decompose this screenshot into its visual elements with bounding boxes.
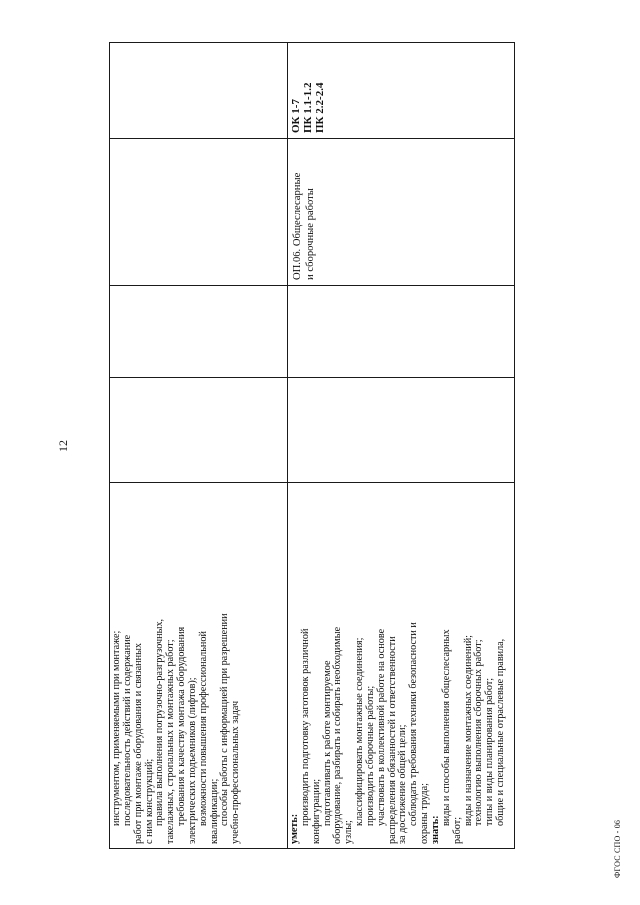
text-line: соблюдать требования техники безопасности и [408, 622, 420, 826]
column-divider-3 [109, 377, 515, 378]
text-line: производить подготовку заготовок различной [299, 628, 311, 826]
text-line: виды и способы выполнения общеслесарных [440, 629, 452, 826]
discipline-name [291, 144, 318, 280]
table-border-right [514, 42, 515, 849]
table-border-left [109, 42, 110, 849]
text-line: инструментом, применяемыми при монтаже; [111, 630, 122, 826]
column-divider-4 [109, 482, 515, 483]
text-line: общие и специальные отраслевые правила, [495, 638, 507, 826]
text-line: типы и виды планирования работ; [484, 677, 496, 826]
text-line: узлы; [343, 820, 355, 844]
text-line: работ при монтаже оборудования и связанных [132, 642, 144, 844]
znat-label: знать: [429, 815, 441, 844]
row-divider [287, 42, 288, 849]
umet-label: уметь: [289, 813, 300, 844]
text-line: технологию выполнения сборочных работ; [473, 639, 485, 826]
text-line: классифицировать монтажные соединения; [354, 637, 366, 826]
text-line: последовательность действий и содержание [121, 634, 133, 826]
text-line: способы работы с информацией при разрешении [219, 613, 231, 826]
text-line: требования к качеству монтажа оборудования [176, 626, 188, 826]
text-line: учебно-профессиональных задач [230, 700, 242, 844]
skills-knowledge-text [290, 484, 507, 844]
text-line: электрических подъемников (лифтов); [186, 677, 198, 844]
competency-code: ПК 1.1-1.2 [301, 82, 314, 133]
column-divider-1 [109, 138, 515, 139]
text-line: такелажных, стропальных и монтажных работ; [165, 639, 177, 844]
text-line: производить сборочные работы; [364, 685, 376, 826]
discipline-line-1: ОП.06. Общеслесарные [292, 172, 303, 280]
competency-codes [291, 43, 326, 133]
column-divider-2 [109, 285, 515, 286]
text-line: участвовать в коллективной работе на основе [375, 628, 387, 826]
text-line: подготавливать к работе монтируемое [321, 660, 333, 826]
footer-standard-code: ФГОС СПО - 06 [613, 819, 622, 878]
text-line: возможности повышения профессиональной [197, 631, 209, 826]
text-line: конфигурации; [310, 778, 322, 844]
discipline-line-2: и сборочные работы [305, 188, 317, 280]
text-line: виды и назначение монтажных соединений; [462, 634, 474, 826]
table-border-bottom [109, 848, 515, 849]
continued-knowledge-text [112, 484, 242, 844]
text-line: оборудование, разбирать и собирать необходимые [332, 626, 344, 844]
text-line: распределения обязанностей и ответственности [386, 636, 398, 844]
page-number: 12 [56, 440, 70, 452]
text-line: квалификации; [208, 778, 220, 844]
competency-code: ОК 1-7 [290, 99, 302, 133]
text-line: охраны труда; [419, 783, 431, 844]
text-line: за достижение общей цели; [397, 724, 409, 844]
text-line: работ; [451, 816, 463, 844]
text-line: с ним конструкций; [143, 758, 155, 844]
text-line: правила выполнения погрузочно-разгрузочных, [154, 618, 166, 826]
competency-code: ПК 2.2-2.4 [313, 82, 326, 133]
